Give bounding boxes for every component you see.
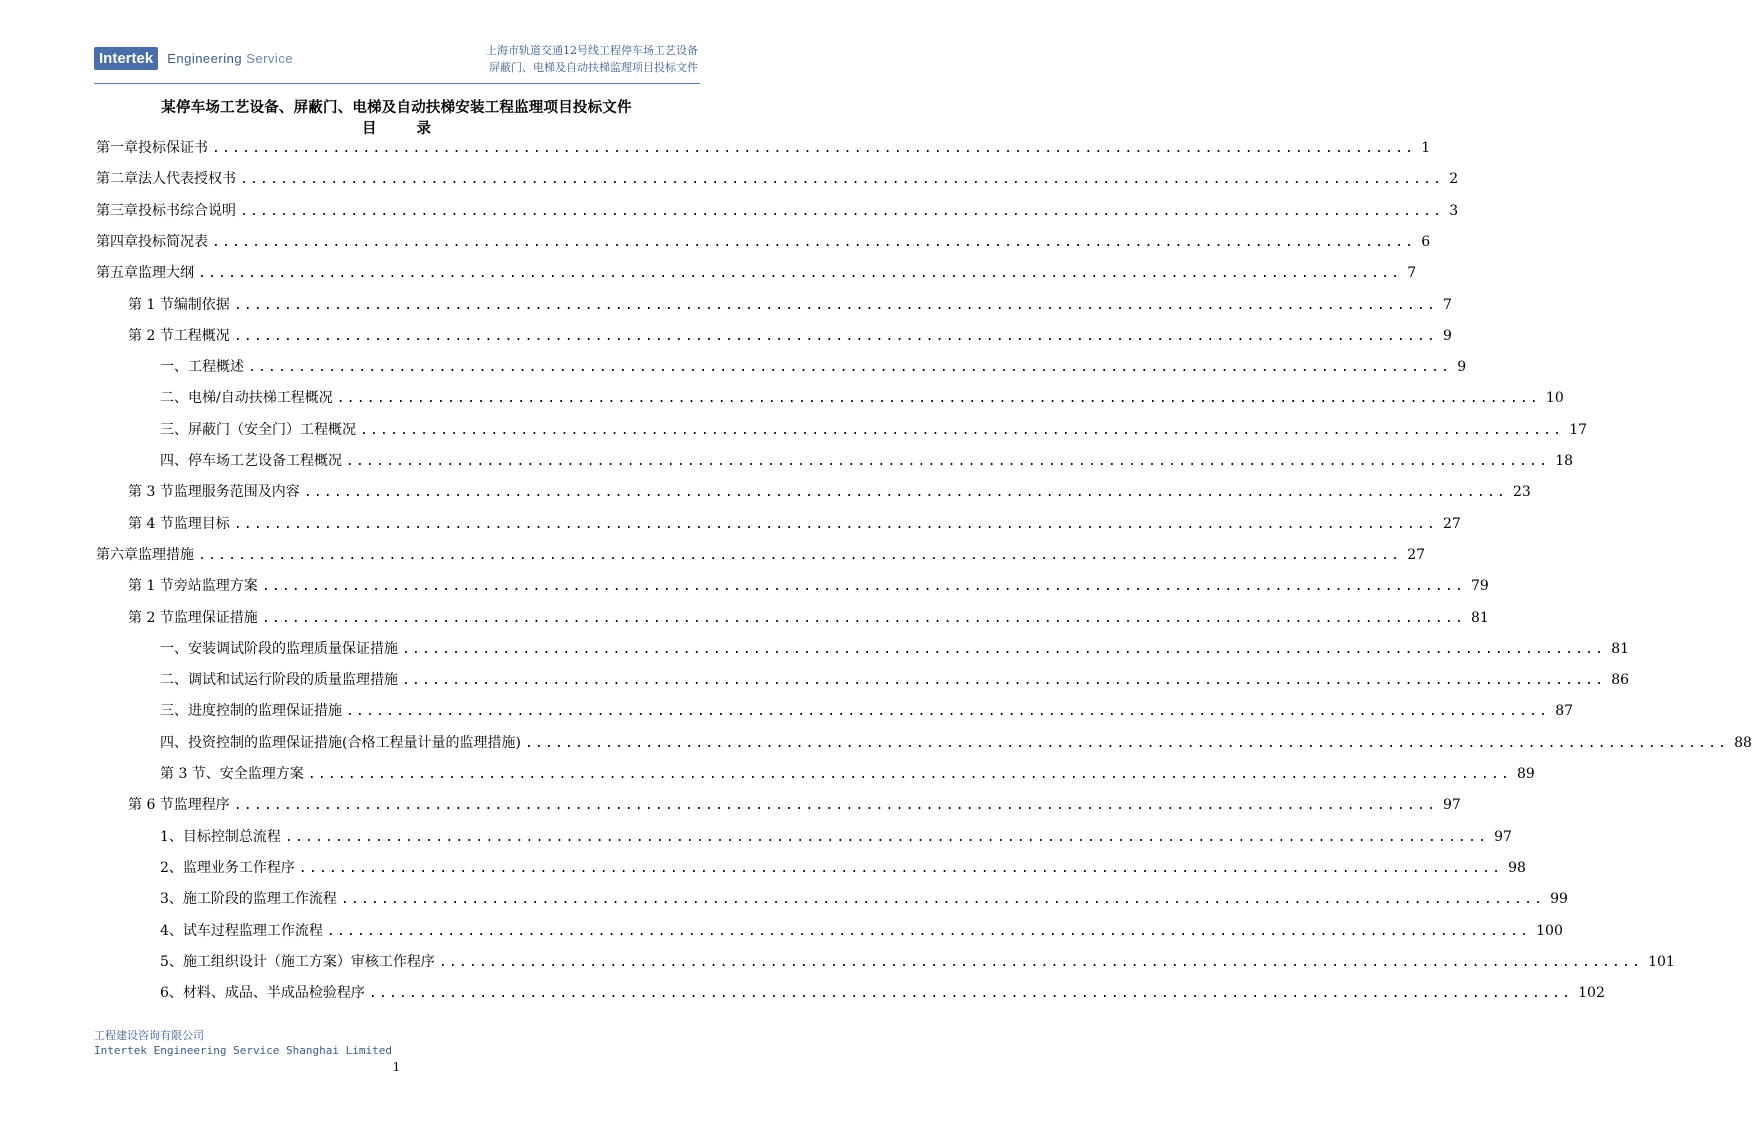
toc-dot-leader: ........................................................................................................................ (336, 391, 1540, 407)
toc-entry-number: 第一章 (96, 140, 138, 156)
toc-dot-leader: ........................................................................................................................ (240, 172, 1444, 188)
toc-dot-leader: ........................................................................................................................ (198, 266, 1402, 282)
toc-entry-page: 101 (1648, 953, 1675, 970)
toc-entry-label: 1、目标控制总流程 (160, 828, 281, 845)
toc-entry-label: 监理措施 (138, 546, 194, 563)
toc-entry[interactable] (128, 607, 1489, 627)
toc-entry-page: 17 (1569, 421, 1588, 438)
header-line-1: 上海市轨道交通12号线工程停车场工艺设备 (486, 44, 698, 57)
toc-entry[interactable] (160, 450, 1574, 470)
toc-entry[interactable] (160, 700, 1574, 720)
page-header (94, 42, 698, 82)
toc-entry[interactable] (128, 294, 1452, 314)
toc-entry[interactable] (160, 732, 1752, 752)
toc-entry-number: 第 2 节 (128, 327, 174, 344)
toc-entry-label: 投标保证书 (138, 140, 208, 156)
toc-entry-label: 投标简况表 (138, 233, 208, 250)
toc-heading-left: 目 (362, 120, 377, 137)
toc-entry[interactable] (160, 951, 1675, 971)
toc-entry-label: 投标书综合说明 (138, 202, 236, 219)
toc-entry-number: 第 4 节 (128, 515, 174, 532)
toc-entry-page: 100 (1536, 922, 1563, 939)
toc-entry-label: 监理程序 (173, 797, 230, 814)
toc-dot-leader: ........................................................................................................................ (233, 798, 1438, 814)
toc-dot-leader: ........................................................................................................................ (261, 610, 1466, 626)
toc-dot-leader: ........................................................................................................................ (303, 485, 1508, 501)
toc-entry[interactable] (160, 888, 1568, 908)
toc-dot-leader: ........................................................................................................................ (360, 422, 1564, 438)
toc-dot-leader: ........................................................................................................................ (340, 892, 1545, 908)
toc-entry-label: 监理大纲 (138, 265, 194, 282)
toc-entry-label: 法人代表授权书 (138, 171, 236, 188)
toc-entry[interactable] (128, 513, 1461, 533)
toc-entry[interactable] (128, 481, 1531, 501)
toc-entry-number: 第二章 (96, 171, 138, 188)
toc-dot-leader: ........................................................................................................................ (198, 547, 1402, 563)
toc-dot-leader: ........................................................................................................................ (307, 767, 1512, 782)
toc-dot-leader: ........................................................................................................................ (326, 923, 1531, 939)
toc-entry-page: 87 (1555, 703, 1574, 720)
toc-entry-label: 5、施工组织设计（施工方案）审核工作程序 (160, 953, 435, 970)
logo-engineering: Engineering (167, 51, 243, 66)
toc-entry[interactable] (160, 763, 1535, 783)
toc-dot-leader: ........................................................................................................................ (284, 829, 1489, 845)
toc-entry[interactable] (128, 794, 1461, 814)
toc-entry-label: 监理服务范围及内容 (173, 484, 300, 501)
toc-entry-label: 3、施工阶段的监理工作流程 (160, 891, 337, 908)
toc-dot-leader: ........................................................................................................................ (346, 704, 1550, 720)
toc-entry-page: 97 (1494, 828, 1512, 845)
toc-entry[interactable] (96, 137, 1431, 157)
toc-entry-label: 4、试车过程监理工作流程 (160, 922, 323, 939)
toc-entry[interactable] (160, 356, 1467, 376)
toc-entry-page: 89 (1517, 766, 1535, 782)
toc-entry[interactable] (96, 231, 1431, 251)
toc-dot-leader: ........................................................................................................................ (233, 516, 1438, 532)
toc-entry-page: 2 (1449, 171, 1459, 188)
toc-heading (0, 117, 793, 138)
toc-entry-label: 第 3 节、安全监理方案 (160, 766, 304, 782)
footer-company-en: Intertek Engineering Service Shanghai Limited (94, 1044, 393, 1057)
toc-entry-label: 监理目标 (173, 515, 230, 532)
toc-entry-label: 二、调试和试运行阶段的质量监理措施 (160, 672, 398, 689)
toc-entry[interactable] (160, 826, 1512, 846)
toc-entry-page: 27 (1443, 515, 1461, 532)
toc-entry[interactable] (160, 920, 1563, 940)
toc-entry-page: 27 (1407, 546, 1426, 563)
toc-entry-label: 三、屏蔽门（安全门）工程概况 (160, 421, 356, 438)
toc-dot-leader: ........................................................................................................................ (346, 454, 1550, 469)
toc-dot-leader: ........................................................................................................................ (402, 641, 1606, 657)
header-line-2: 屏蔽门、电梯及自动扶梯监理项目投标文件 (489, 61, 698, 74)
toc-dot-leader: ........................................................................................................................ (248, 360, 1452, 376)
toc-entry-label: 2、监理业务工作程序 (160, 859, 295, 876)
toc-entry[interactable] (160, 387, 1564, 407)
toc-entry-page: 97 (1443, 797, 1461, 814)
toc-entry-number: 第 2 节 (128, 609, 174, 626)
toc-entry-page: 98 (1508, 859, 1526, 876)
toc-entry-page: 86 (1611, 672, 1630, 689)
logo-brand: Intertek (94, 47, 158, 70)
toc-dot-leader: ........................................................................................................................ (524, 735, 1729, 751)
toc-entry-label: 6、材料、成品、半成品检验程序 (160, 985, 365, 1002)
toc-entry-page: 99 (1550, 891, 1568, 908)
toc-entry-page: 102 (1578, 985, 1605, 1002)
toc-entry-page: 3 (1449, 202, 1459, 219)
toc-entry-label: 三、进度控制的监理保证措施 (160, 703, 342, 720)
header-divider (94, 83, 700, 84)
toc-entry-page: 18 (1555, 453, 1574, 469)
toc-entry-label: 一、安装调试阶段的监理质量保证措施 (160, 640, 398, 657)
toc-entry-label: 二、电梯/自动扶梯工程概况 (160, 390, 333, 407)
toc-entry-page: 23 (1513, 484, 1531, 501)
toc-entry-label: 监理保证措施 (173, 609, 258, 626)
logo-service: Service (246, 51, 294, 66)
toc-dot-leader: ........................................................................................................................ (233, 328, 1438, 344)
toc-entry-page: 1 (1421, 140, 1431, 156)
toc-entry-label: 四、投资控制的监理保证措施(合格工程量计量的监理措施) (160, 734, 521, 751)
toc-entry-page: 88 (1734, 734, 1752, 751)
toc-entry-label: 编制依据 (173, 296, 230, 313)
toc-entry-number: 第 1 节 (128, 296, 174, 313)
toc-entry[interactable] (160, 857, 1526, 877)
toc-entry-page: 6 (1421, 233, 1431, 250)
document-title: 某停车场工艺设备、屏蔽门、电梯及自动扶梯安装工程监理项目投标文件 (161, 99, 632, 116)
toc-entry-page: 7 (1443, 296, 1452, 313)
intertek-logo (94, 47, 293, 70)
toc-entry-number: 第 6 节 (128, 797, 174, 814)
toc-entry-label: 工程概况 (173, 327, 230, 344)
page-number: 1 (392, 1060, 401, 1074)
toc-entry-page: 79 (1471, 578, 1489, 595)
toc-entry-page: 81 (1611, 640, 1630, 657)
toc-entry[interactable] (96, 262, 1417, 282)
toc-entry[interactable] (128, 325, 1452, 345)
toc-entry[interactable] (160, 982, 1605, 1002)
toc-dot-leader: ........................................................................................................................ (298, 860, 1503, 876)
toc-dot-leader: ........................................................................................................................ (261, 579, 1466, 595)
toc-heading-right: 录 (416, 120, 431, 137)
toc-entry-number: 第 1 节 (128, 578, 174, 595)
logo-tagline (167, 51, 293, 66)
toc-entry-label: 四、停车场工艺设备工程概况 (160, 453, 342, 469)
toc-entry[interactable] (160, 638, 1630, 658)
toc-entry[interactable] (160, 419, 1588, 439)
toc-entry[interactable] (96, 200, 1459, 220)
toc-entry[interactable] (96, 168, 1459, 188)
toc-entry-page: 81 (1471, 609, 1489, 626)
toc-dot-leader: ........................................................................................................................ (240, 203, 1444, 219)
toc-entry-number: 第四章 (96, 233, 138, 250)
toc-dot-leader: ........................................................................................................................ (402, 673, 1606, 689)
footer-company-cn: 工程建设咨询有限公司 (94, 1029, 204, 1042)
toc-entry-label: 一、工程概述 (160, 359, 244, 376)
toc-entry[interactable] (96, 544, 1426, 564)
toc-entry-number: 第五章 (96, 265, 138, 282)
header-project-title (486, 42, 698, 76)
toc-entry-number: 第 3 节 (128, 484, 174, 501)
toc-dot-leader: ........................................................................................................................ (212, 234, 1416, 250)
toc-dot-leader: ........................................................................................................................ (438, 954, 1643, 970)
toc-entry[interactable] (160, 669, 1630, 689)
toc-entry-page: 9 (1443, 327, 1452, 344)
toc-entry-number: 第三章 (96, 202, 138, 219)
toc-entry-page: 10 (1545, 390, 1564, 407)
toc-dot-leader: ........................................................................................................................ (368, 986, 1573, 1002)
toc-entry[interactable] (128, 575, 1489, 595)
toc-entry-page: 9 (1457, 359, 1467, 376)
toc-dot-leader: ........................................................................................................................ (233, 297, 1438, 313)
toc-entry-number: 第六章 (96, 546, 138, 563)
toc-entry-page: 7 (1407, 265, 1417, 282)
toc-entry-label: 旁站监理方案 (173, 578, 258, 595)
toc-dot-leader: ........................................................................................................................ (212, 141, 1416, 156)
